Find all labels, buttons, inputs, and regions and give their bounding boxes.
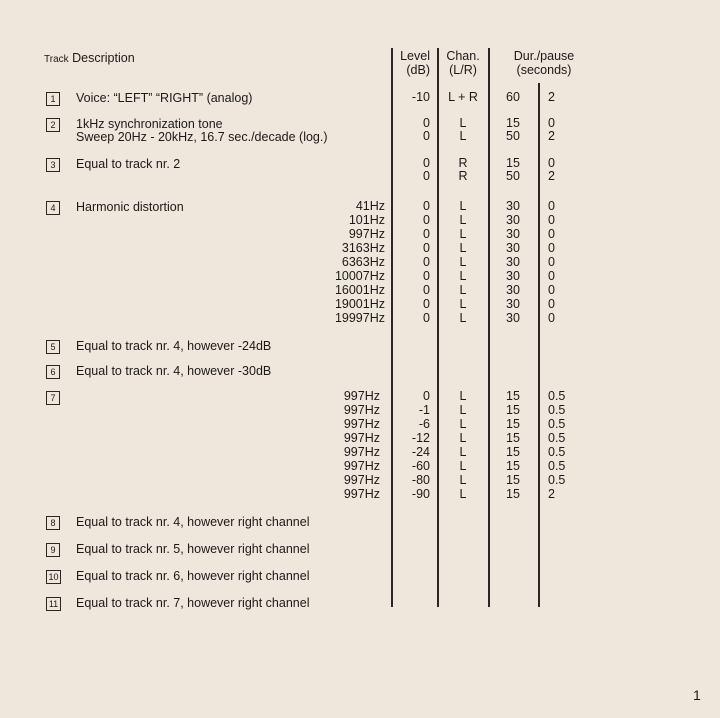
channel-cell: L	[459, 269, 467, 283]
level-cell: 0	[423, 297, 430, 311]
duration-cell: 15	[506, 473, 520, 487]
track-description: Equal to track nr. 7, however right channel	[76, 596, 310, 610]
pause-cell: 0.5	[548, 417, 566, 431]
duration-cell: 30	[506, 227, 520, 241]
track-number-box: 4	[46, 201, 60, 215]
pause-cell: 0	[548, 227, 555, 241]
frequency-cell: 997Hz	[343, 431, 380, 445]
frequency-cell: 997Hz	[343, 403, 380, 417]
track-number-box: 6	[46, 365, 60, 379]
pause-cell: 0	[548, 199, 555, 213]
pause-cell: 0	[548, 297, 555, 311]
header-duration: Dur./pause	[513, 49, 575, 63]
level-cell: 0	[423, 255, 430, 269]
header-description: Description	[72, 51, 135, 65]
track-description: Equal to track nr. 4, however right channel	[76, 515, 310, 529]
duration-cell: 15	[506, 431, 520, 445]
level-cell: 0	[423, 389, 430, 403]
duration-cell: 50	[506, 169, 520, 183]
frequency-cell: 3163Hz	[341, 241, 385, 255]
level-cell: -10	[411, 90, 430, 104]
channel-cell: L	[459, 255, 467, 269]
pause-cell: 0	[548, 116, 555, 130]
channel-cell: L	[459, 227, 467, 241]
frequency-cell: 10007Hz	[334, 269, 385, 283]
channel-cell: L	[459, 297, 467, 311]
frequency-cell: 997Hz	[343, 487, 380, 501]
pause-cell: 0	[548, 255, 555, 269]
track-description: Harmonic distortion	[76, 200, 184, 214]
level-cell: -12	[411, 431, 430, 445]
frequency-cell: 997Hz	[343, 445, 380, 459]
channel-cell: L	[459, 473, 467, 487]
frequency-cell: 6363Hz	[341, 255, 385, 269]
track-description: Equal to track nr. 4, however -24dB	[76, 339, 272, 353]
track-description: Equal to track nr. 5, however right channel	[76, 542, 310, 556]
pause-cell: 0.5	[548, 431, 566, 445]
pause-cell: 0	[548, 283, 555, 297]
track-number-box: 5	[46, 340, 60, 354]
frequency-cell: 997Hz	[343, 473, 380, 487]
duration-cell: 15	[506, 417, 520, 431]
duration-cell: 30	[506, 297, 520, 311]
channel-cell: L	[459, 487, 467, 501]
pause-cell: 0.5	[548, 473, 566, 487]
page-number: 1	[693, 687, 701, 703]
track-number-box: 1	[46, 92, 60, 106]
duration-cell: 30	[506, 199, 520, 213]
column-header-duration	[489, 49, 599, 77]
header-track: Track	[44, 54, 69, 65]
pause-cell: 0	[548, 213, 555, 227]
level-cell: -6	[418, 417, 430, 431]
track-number-box: 8	[46, 516, 60, 530]
frequency-cell: 997Hz	[348, 227, 385, 241]
level-cell: -80	[411, 473, 430, 487]
pause-cell: 0	[548, 241, 555, 255]
channel-cell: L	[459, 129, 467, 143]
duration-cell: 30	[506, 269, 520, 283]
level-cell: 0	[423, 283, 430, 297]
frequency-cell: 997Hz	[343, 459, 380, 473]
level-cell: 0	[423, 116, 430, 130]
header-level: Level	[400, 49, 430, 63]
level-cell: 0	[423, 241, 430, 255]
duration-cell: 30	[506, 283, 520, 297]
duration-cell: 15	[506, 156, 520, 170]
channel-cell: L	[459, 241, 467, 255]
level-cell: -60	[411, 459, 430, 473]
pause-cell: 0.5	[548, 389, 566, 403]
channel-cell: L	[459, 389, 467, 403]
track-description-line2: Sweep 20Hz - 20kHz, 16.7 sec./decade (log.)	[76, 130, 328, 144]
frequency-cell: 41Hz	[355, 199, 385, 213]
duration-cell: 30	[506, 241, 520, 255]
channel-cell: L	[459, 445, 467, 459]
duration-cell: 15	[506, 459, 520, 473]
frequency-cell: 997Hz	[343, 389, 380, 403]
track-number-box: 9	[46, 543, 60, 557]
pause-cell: 0.5	[548, 403, 566, 417]
channel-cell: L	[459, 116, 467, 130]
level-cell: -1	[418, 403, 430, 417]
level-cell: 0	[423, 169, 430, 183]
column-header-level	[392, 49, 434, 77]
frequency-cell: 19997Hz	[334, 311, 385, 325]
track-number-box: 10	[46, 570, 61, 584]
pause-cell: 2	[548, 487, 555, 501]
duration-cell: 30	[506, 255, 520, 269]
level-cell: 0	[423, 213, 430, 227]
duration-cell: 15	[506, 389, 520, 403]
duration-cell: 15	[506, 487, 520, 501]
column-divider	[538, 83, 540, 607]
pause-cell: 0	[548, 156, 555, 170]
level-cell: 0	[423, 129, 430, 143]
duration-cell: 15	[506, 403, 520, 417]
header-duration-unit: (seconds)	[516, 63, 572, 77]
level-cell: -90	[411, 487, 430, 501]
header-level-unit: (dB)	[406, 63, 430, 77]
level-cell: 0	[423, 269, 430, 283]
channel-cell: R	[458, 156, 468, 170]
pause-cell: 2	[548, 90, 555, 104]
track-description: 1kHz synchronization tone	[76, 117, 223, 131]
pause-cell: 0	[548, 269, 555, 283]
track-number-box: 3	[46, 158, 60, 172]
channel-cell: L	[459, 213, 467, 227]
duration-cell: 15	[506, 445, 520, 459]
track-description: Equal to track nr. 6, however right channel	[76, 569, 310, 583]
channel-cell: L	[459, 431, 467, 445]
level-cell: -24	[411, 445, 430, 459]
channel-cell: L + R	[448, 90, 478, 104]
channel-cell: L	[459, 199, 467, 213]
track-number-box: 11	[46, 597, 61, 611]
pause-cell: 2	[548, 129, 555, 143]
frequency-cell: 19001Hz	[334, 297, 385, 311]
channel-cell: R	[458, 169, 468, 183]
duration-cell: 50	[506, 129, 520, 143]
column-header-chan	[438, 49, 488, 77]
track-description: Equal to track nr. 2	[76, 157, 181, 171]
track-description: Voice: “LEFT” “RIGHT” (analog)	[76, 91, 253, 105]
level-cell: 0	[423, 199, 430, 213]
duration-cell: 15	[506, 116, 520, 130]
track-number-box: 2	[46, 118, 60, 132]
pause-cell: 0.5	[548, 445, 566, 459]
pause-cell: 0	[548, 311, 555, 325]
level-cell: 0	[423, 156, 430, 170]
level-cell: 0	[423, 311, 430, 325]
header-chan-unit: (L/R)	[449, 63, 477, 77]
pause-cell: 0.5	[548, 459, 566, 473]
channel-cell: L	[459, 417, 467, 431]
column-header-track-description	[44, 51, 135, 65]
track-number-box: 7	[46, 391, 60, 405]
duration-cell: 60	[506, 90, 520, 104]
level-cell: 0	[423, 227, 430, 241]
pause-cell: 2	[548, 169, 555, 183]
channel-cell: L	[459, 403, 467, 417]
channel-cell: L	[459, 283, 467, 297]
duration-cell: 30	[506, 311, 520, 325]
header-chan: Chan.	[446, 49, 480, 63]
frequency-cell: 101Hz	[348, 213, 385, 227]
track-description: Equal to track nr. 4, however -30dB	[76, 364, 272, 378]
frequency-cell: 997Hz	[343, 417, 380, 431]
frequency-cell: 16001Hz	[334, 283, 385, 297]
channel-cell: L	[459, 459, 467, 473]
channel-cell: L	[459, 311, 467, 325]
duration-cell: 30	[506, 213, 520, 227]
